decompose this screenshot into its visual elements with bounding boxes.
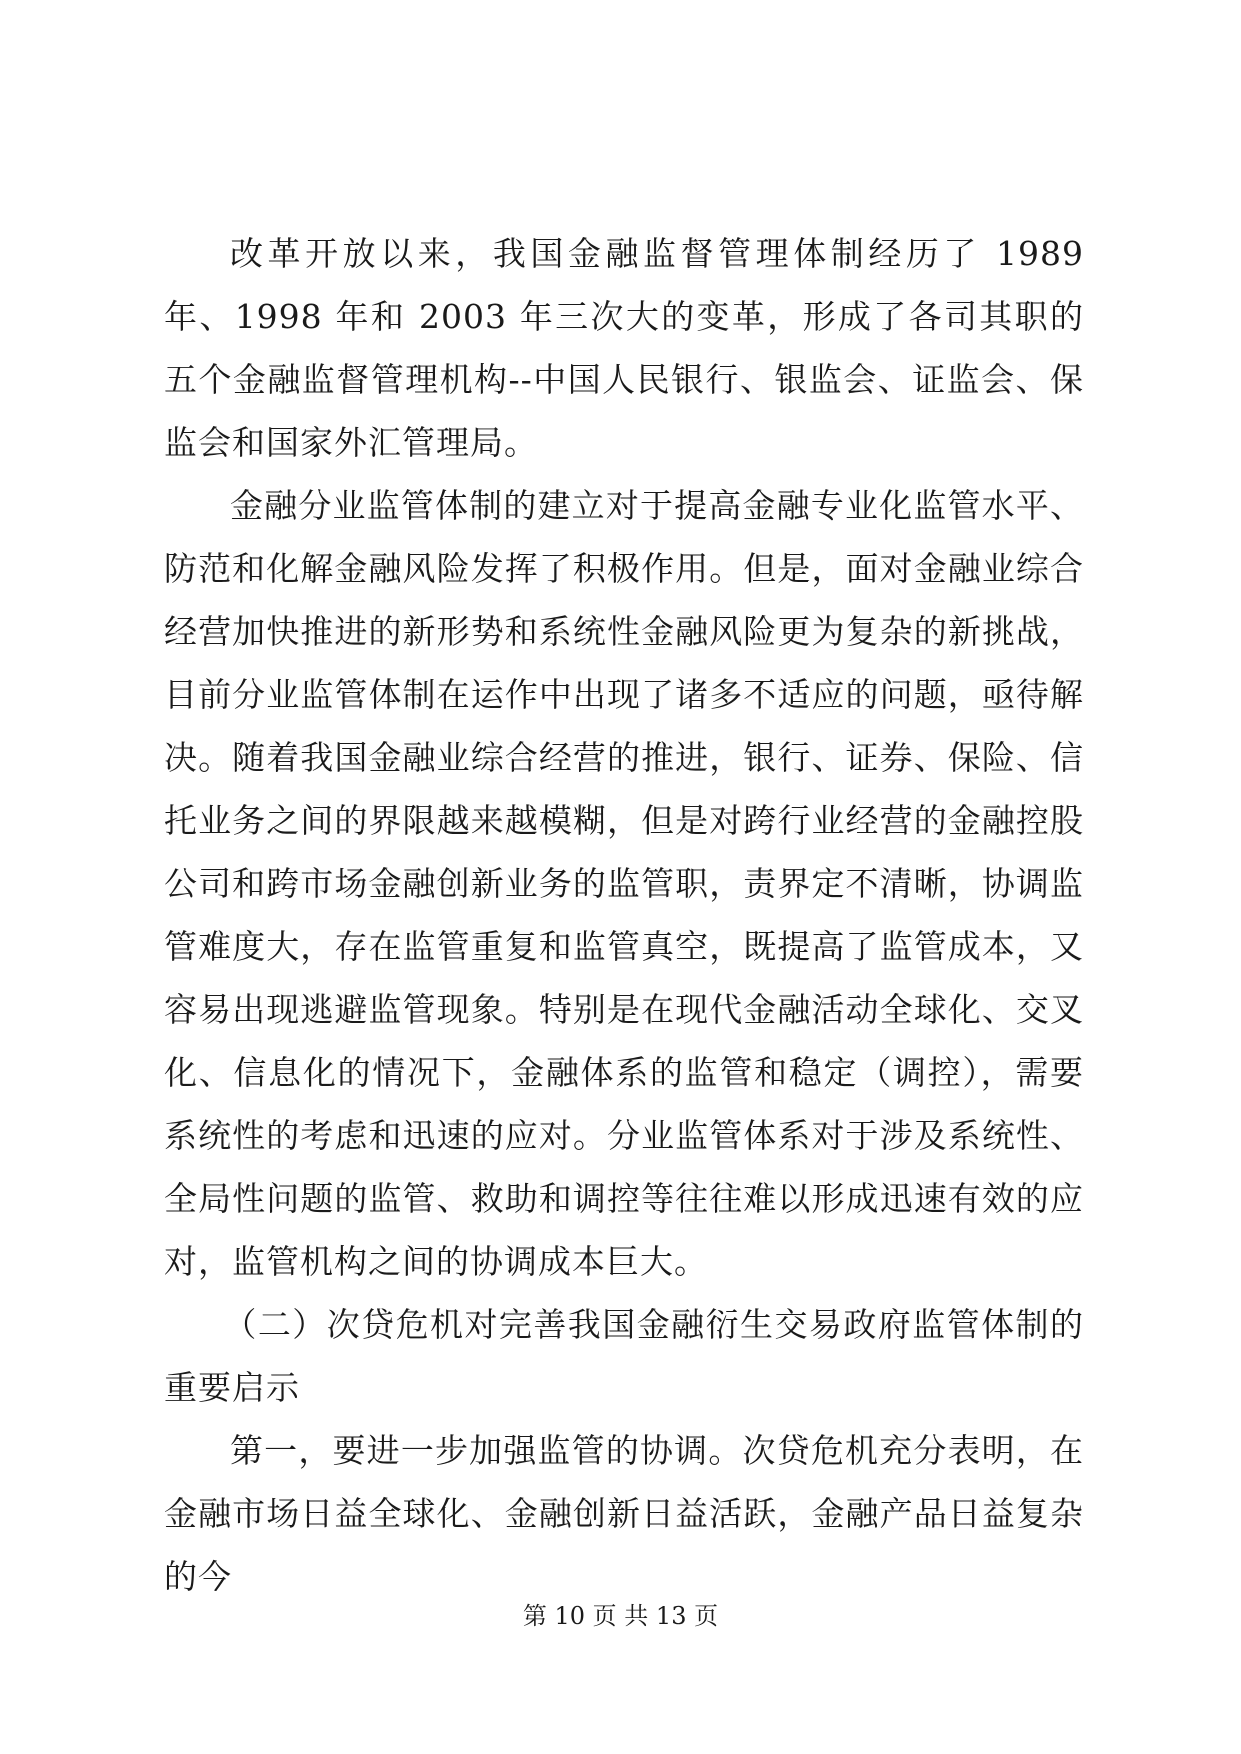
paragraph-reform-history: 改革开放以来，我国金融监督管理体制经历了 1989 年、1998 年和 2003 年三次大的变革，形成了各司其职的五个金融监督管理机构--中国人民银行、银监会、证监会、保监会和国家外汇管理局。 (164, 234, 1084, 462)
document-body (164, 222, 1084, 1608)
paragraph-coordination: 第一，要进一步加强监管的协调。次贷危机充分表明，在金融市场日益全球化、金融创新日益活跃，金融产品日益复杂的今 (164, 1431, 1084, 1596)
paragraph-separate-supervision: 金融分业监管体制的建立对于提高金融专业化监管水平、防范和化解金融风险发挥了积极作用。但是，面对金融业综合经营加快推进的新形势和系统性金融风险更为复杂的新挑战，目前分业监管体制在运作中出现了诸多不适应的问题，亟待解决。随着我国金融业综合经营的推进，银行、证券、保险、信托业务之间的界限越来越模糊，但是对跨行业经营的金融控股公司和跨市场金融创新业务的监管职，责界定不清晰，协调监管难度大，存在监管重复和监管真空，既提高了监管成本，又容易出现逃避监管现象。特别是在现代金融活动全球化、交叉化、信息化的情况下，金融体系的监管和稳定（调控），需要系统性的考虑和迅速的应对。分业监管体系对于涉及系统性、全局性问题的监管、救助和调控等往往难以形成迅速有效的应对，监管机构之间的协调成本巨大。 (164, 486, 1084, 1281)
page-number-footer: 第 10 页 共 13 页 (522, 1602, 719, 1630)
section-heading-subprime-lessons: （二）次贷危机对完善我国金融衍生交易政府监管体制的重要启示 (164, 1305, 1084, 1407)
